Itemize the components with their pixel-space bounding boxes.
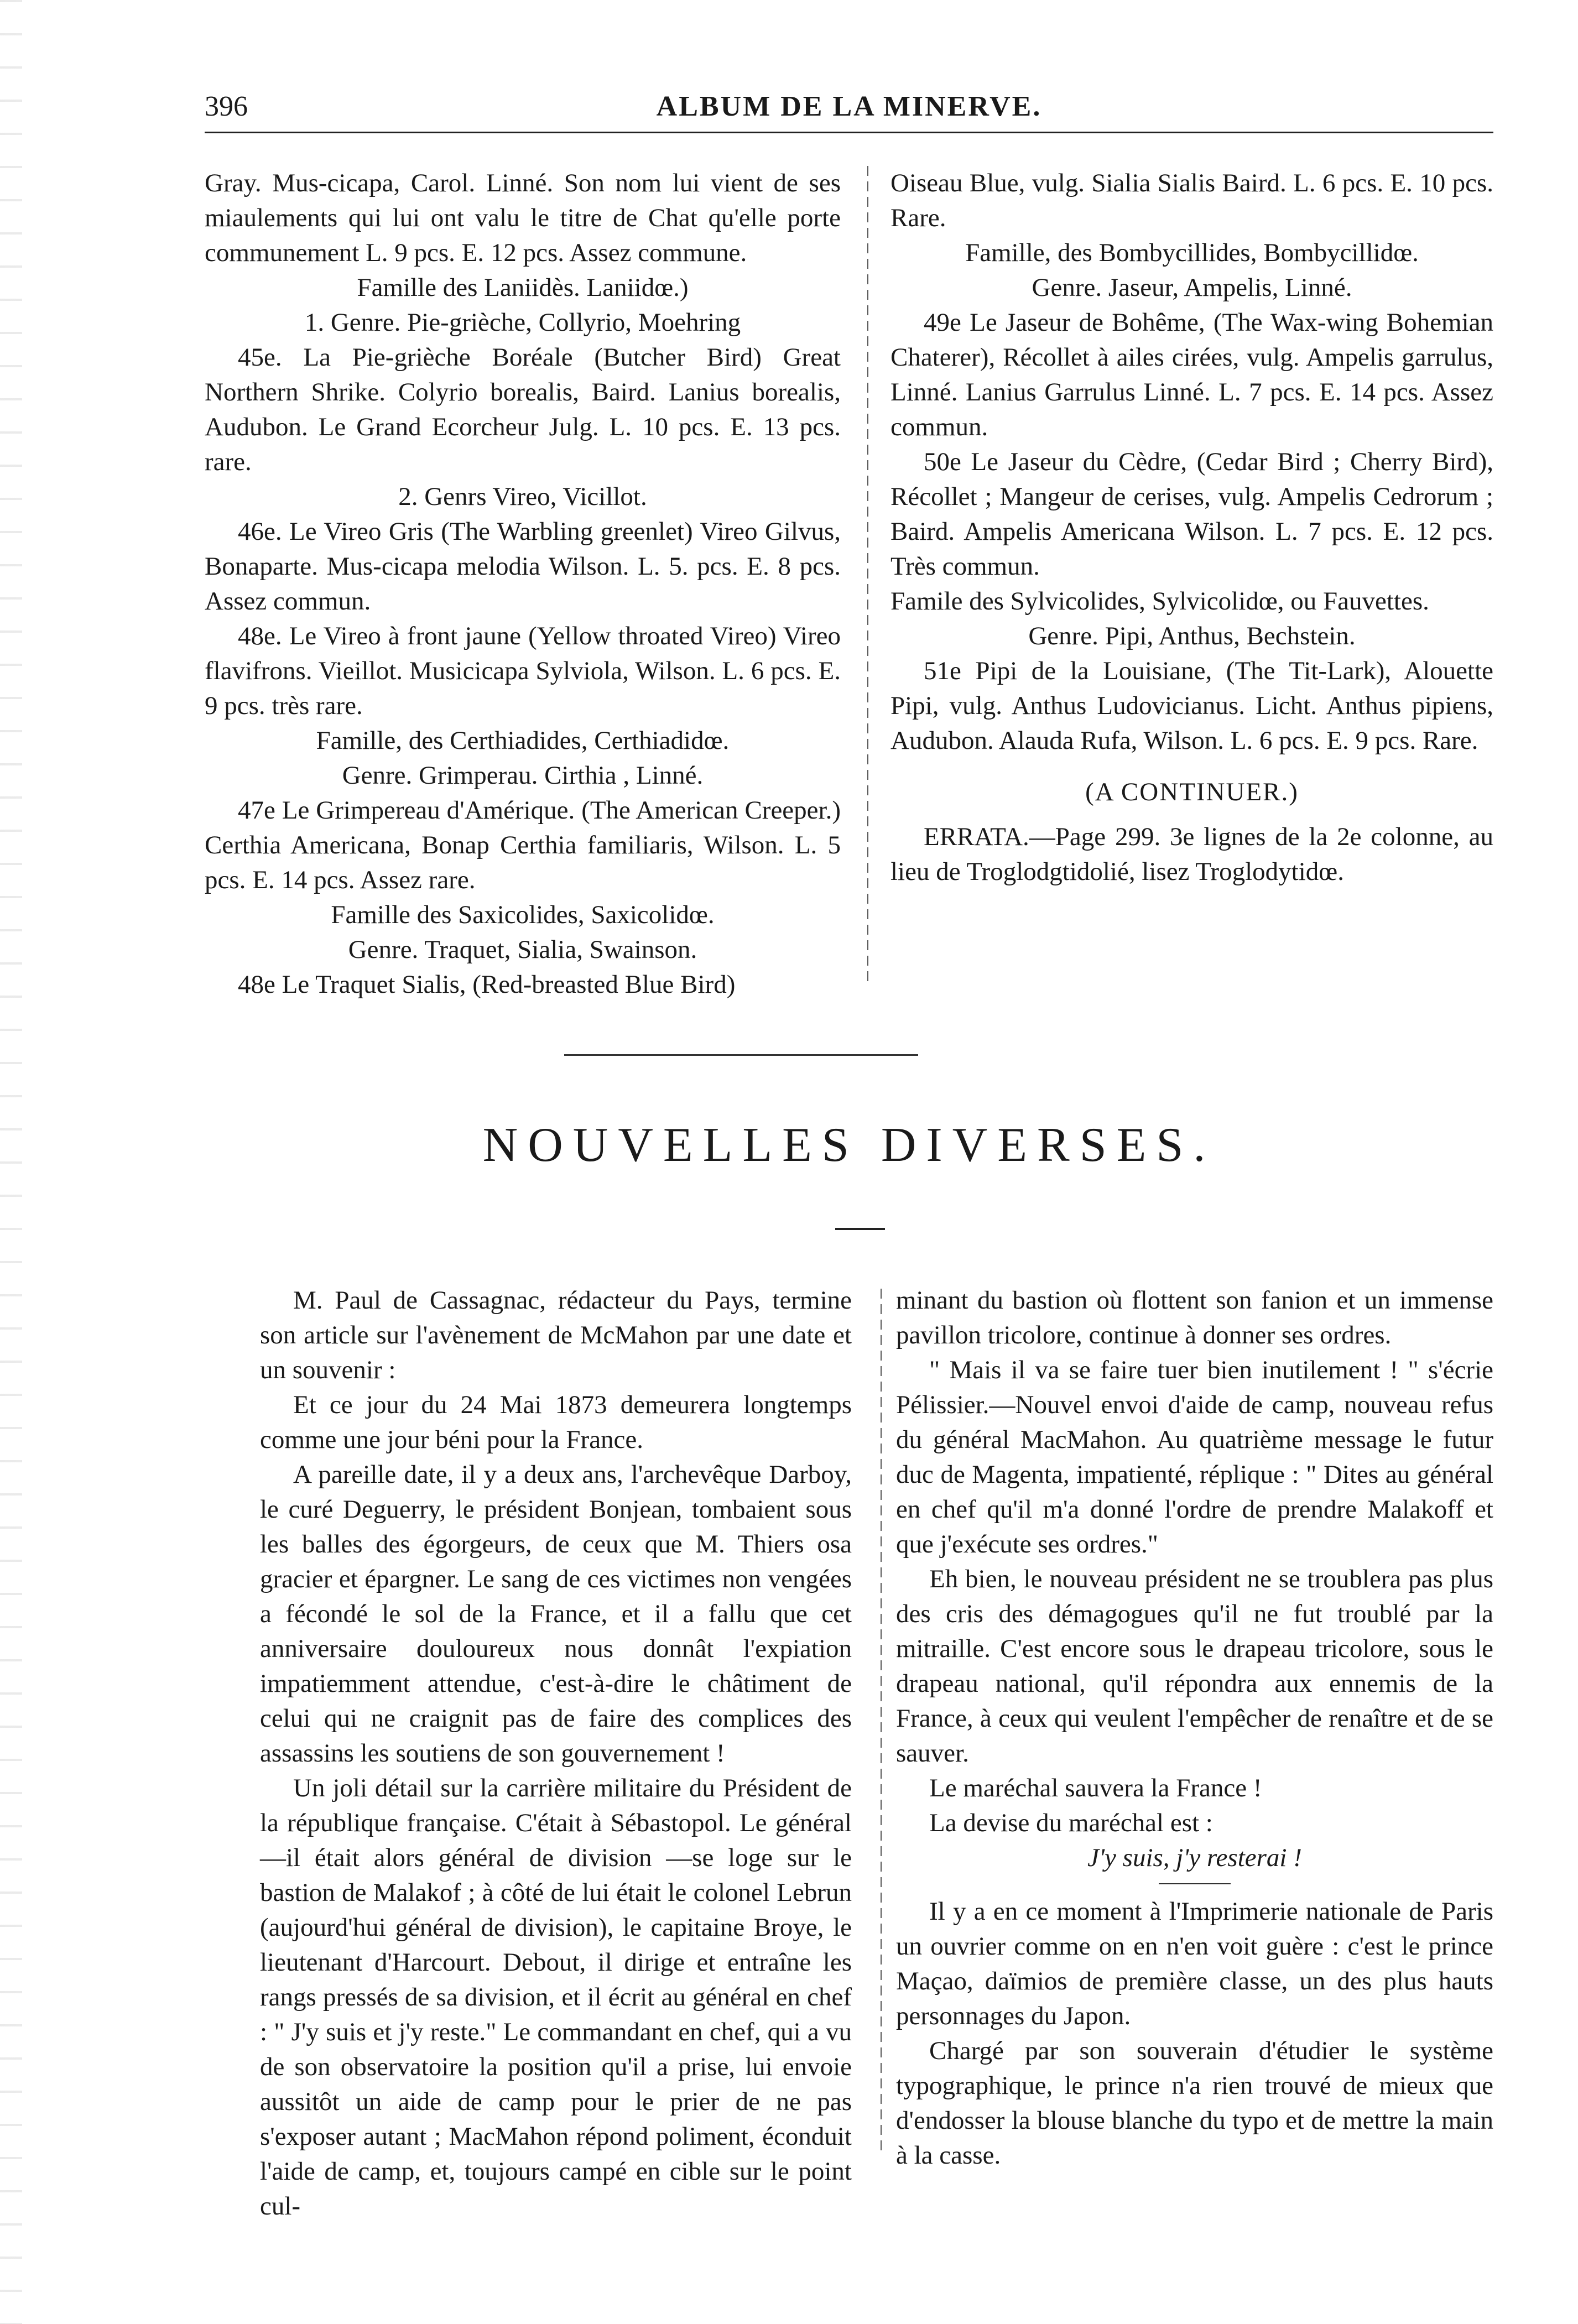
genre-heading: Genre. Grimperau. Cirthia , Linné.: [342, 761, 704, 790]
separator-rule: [1159, 1883, 1231, 1884]
section-divider: [564, 1054, 918, 1056]
article-column-top-left: [205, 166, 841, 1002]
running-title: ALBUM DE LA MINERVE.: [656, 91, 1042, 122]
genre-heading: Genre. Jaseur, Ampelis, Linné.: [1032, 273, 1352, 302]
genre-heading: 2. Genrs Vireo, Vicillot.: [398, 482, 647, 511]
family-heading: Famile des Sylvicolides, Sylvicolidœ, ou Fauvettes.: [890, 587, 1429, 616]
paragraph: Oiseau Blue, vulg. Sialia Sialis Baird. L. 6 pcs. E. 10 pcs. Rare.: [890, 169, 1493, 232]
family-heading: Famille des Saxicolides, Saxicolidœ.: [331, 900, 715, 929]
species-entry: 48e. Le Vireo à front jaune (Yellow throated Vireo) Vireo flavifrons. Vieillot. Musicicapa Sylviola, Wilson. L. 6 pcs. E. 9 pcs. très rare.: [205, 622, 841, 720]
species-entry: 47e Le Grimpereau d'Amérique. (The American Creeper.) Certhia Americana, Bonap Certhia familiaris, Wilson. L. 5 pcs. E. 14 pcs. Assez rare.: [205, 796, 841, 894]
paragraph: Gray. Mus-cicapa, Carol. Linné. Son nom lui vient de ses miaulements qui lui ont valu le titre de Chat qu'elle porte communement L. 9 pcs. E. 12 pcs. Assez commune.: [205, 169, 841, 267]
species-entry: 45e. La Pie-grièche Boréale (Butcher Bird) Great Northern Shrike. Colyrio borealis, Baird. Lanius borealis, Audubon. Le Grand Ecorcheur Julg. L. 10 pcs. E. 13 pcs. rare.: [205, 343, 841, 476]
genre-heading: Genre. Pipi, Anthus, Bechstein.: [1028, 622, 1356, 650]
paragraph: A pareille date, il y a deux ans, l'archevêque Darboy, le curé Deguerry, le président Bonjean, tombaient sous les balles des égorgeurs, de ceux que M. Thiers osa gracier et épargner. Le sang de ces victimes non vengées a fécondé le sol de la France, et il a fallu que cet anniversaire douloureux nous donnât l'expiation impatiemment attendue, c'est-à-dire le châtiment de celui qui ne craignit pas de faire des complices des assassins les soutiens de son gouvernement !: [260, 1460, 852, 1768]
column-divider: [881, 1289, 882, 2151]
species-entry: 49e Le Jaseur de Bohême, (The Wax-wing Bohemian Chaterer), Récollet à ailes cirées, vulg. Ampelis garrulus, Linné. Lanius Garrulus Linné. L. 7 pcs. E. 14 pcs. Assez commun.: [890, 308, 1493, 441]
header-rule: [205, 132, 1493, 133]
species-entry: 48e Le Traquet Sialis, (Red-breasted Blue Bird): [238, 970, 736, 999]
paragraph: Eh bien, le nouveau président ne se troublera pas plus des cris des démagogues qu'il ne fut troublé par la mitraille. C'est encore sous le drapeau tricolore, sous le drapeau national, qu'il répondra aux ennemis de la France, à ceux qui veulent l'empêcher de renaître et de se sauver.: [896, 1565, 1493, 1768]
family-heading: Famille, des Bombycillides, Bombycillidœ.: [965, 238, 1419, 267]
family-heading: Famille des Laniidès. Laniidœ.): [357, 273, 689, 302]
genre-heading: Genre. Traquet, Sialia, Swainson.: [348, 935, 697, 964]
news-column-right: [896, 1283, 1493, 2173]
section-title: NOUVELLES DIVERSES.: [482, 1118, 1216, 1172]
genre-heading: 1. Genre. Pie-grièche, Collyrio, Moehring: [304, 308, 741, 337]
news-column-left: [260, 1283, 852, 2224]
species-entry: 46e. Le Vireo Gris (The Warbling greenlet) Vireo Gilvus, Bonaparte. Mus-cicapa melodia Wilson. L. 5. pcs. E. 8 pcs. Assez commun.: [205, 517, 841, 616]
paragraph: Et ce jour du 24 Mai 1873 demeurera longtemps comme une jour béni pour la France.: [260, 1390, 852, 1454]
paragraph: La devise du maréchal est :: [929, 1809, 1213, 1837]
page-number: 396: [205, 91, 248, 122]
paragraph: " Mais il va se faire tuer bien inutilement ! " s'écrie Pélissier.—Nouvel envoi d'aide de camp, nouveau refus du général MacMahon. Au quatrième message le futur duc de Magenta, impatienté, réplique : " Dites au général en chef qu'il m'a donné l'ordre de prendre Malakoff et que j'exécute ses ordres.": [896, 1356, 1493, 1559]
continue-note: (A CONTINUER.): [1085, 778, 1299, 806]
scan-edge: [0, 0, 22, 2324]
family-heading: Famille, des Certhiadides, Certhiadidœ.: [316, 726, 730, 755]
title-underline: [835, 1228, 885, 1230]
paragraph: Chargé par son souverain d'étudier le système typographique, le prince n'a rien trouvé de mieux que d'endosser la blouse blanche du typo et de mettre la main à la casse.: [896, 2036, 1493, 2170]
paragraph: Un joli détail sur la carrière militaire du Président de la république française. C'était à Sébastopol. Le général—il était alors général de division —se loge sur le bastion de Malakof ; à côté de lui était le colonel Lebrun (aujourd'hui général de division), le capitaine Broye, le lieutenant d'Harcourt. Debout, il dirige et entraîne les rangs pressés de sa division, et il écrit au général en chef : " J'y suis et j'y reste." Le commandant en chef, qui a vu de son observatoire la position qu'il a prise, lui envoie aussitôt un aide de camp pour le prier de ne pas s'exposer autant ; MacMahon répond poliment, éconduit l'aide de camp, et, toujours campé en cible sur le point cul-: [260, 1774, 852, 2221]
paragraph: Il y a en ce moment à l'Imprimerie nationale de Paris un ouvrier comme on en n'en voit guère : c'est le prince Maçao, daïmios de première classe, un des plus hauts personnages du Japon.: [896, 1897, 1493, 2030]
article-column-top-right: [890, 166, 1493, 889]
paragraph: minant du bastion où flottent son fanion et un immense pavillon tricolore, continue à donner ses ordres.: [896, 1286, 1493, 1349]
species-entry: 50e Le Jaseur du Cèdre, (Cedar Bird ; Cherry Bird), Récollet ; Mangeur de cerises, vulg. Ampelis Cedrorum ; Baird. Ampelis Americana Wilson. L. 7 pcs. E. 12 pcs. Très commun.: [890, 447, 1493, 581]
paragraph: M. Paul de Cassagnac, rédacteur du Pays, termine son article sur l'avènement de McMahon par une date et un souvenir :: [260, 1286, 852, 1384]
errata-note: ERRATA.—Page 299. 3e lignes de la 2e colonne, au lieu de Troglodgtidolié, lisez Troglodytidœ.: [890, 822, 1493, 886]
species-entry: 51e Pipi de la Louisiane, (The Tit-Lark), Alouette Pipi, vulg. Anthus Ludovicianus. Licht. Anthus pipiens, Audubon. Alauda Rufa, Wilson. L. 6 pcs. E. 9 pcs. Rare.: [890, 656, 1493, 755]
paragraph: Le maréchal sauvera la France !: [929, 1774, 1262, 1802]
marshal-motto: J'y suis, j'y resterai !: [1087, 1843, 1302, 1872]
page-header: [205, 86, 1493, 130]
column-divider: [867, 166, 868, 984]
